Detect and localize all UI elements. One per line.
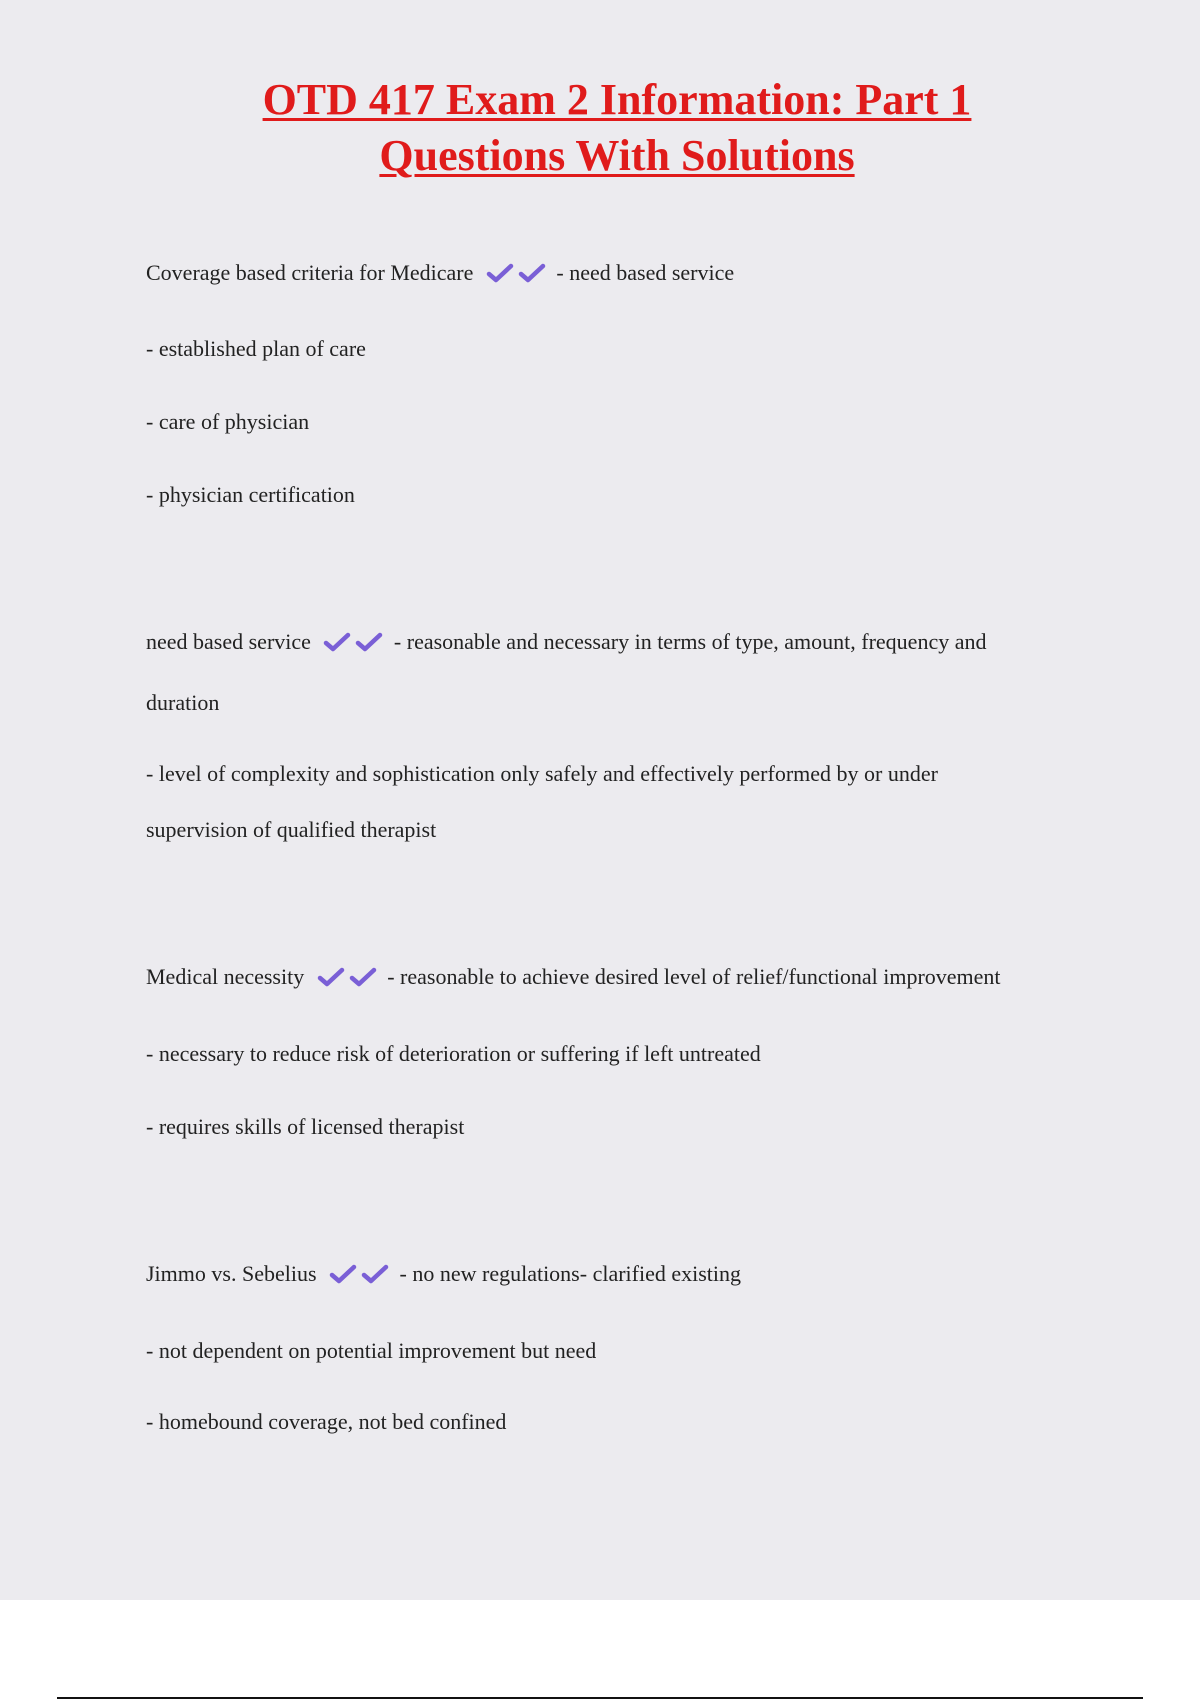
qa-answer: - need based service	[556, 260, 735, 285]
qa-answer-line: duration	[146, 690, 220, 715]
qa-answer-line: - physician certification	[146, 482, 355, 507]
double-check-icon	[328, 1263, 392, 1293]
qa-term: Jimmo vs. Sebelius	[146, 1261, 317, 1286]
double-check-icon	[316, 966, 380, 996]
qa-term-line	[146, 962, 1001, 996]
qa-answer: - reasonable and necessary in terms of type, amount, frequency and	[393, 629, 987, 654]
qa-answer: - no new regulations- clarified existing	[399, 1261, 742, 1286]
page-divider	[57, 1697, 1143, 1699]
qa-answer-line: - not dependent on potential improvement but need	[146, 1338, 597, 1363]
qa-term: Medical necessity	[146, 964, 305, 989]
double-check-icon	[322, 631, 386, 661]
qa-term-line	[146, 258, 734, 292]
qa-answer: - reasonable to achieve desired level of relief/functional improvement	[387, 964, 1001, 989]
qa-answer-line: - established plan of care	[146, 336, 366, 361]
qa-answer-line: - level of complexity and sophistication only safely and effectively performed by or under	[146, 761, 938, 786]
title-line-1: OTD 417 Exam 2 Information: Part 1	[262, 75, 972, 124]
qa-term-line	[146, 1259, 741, 1293]
qa-answer-line: - homebound coverage, not bed confined	[146, 1409, 507, 1434]
double-check-icon	[485, 262, 549, 292]
qa-answer-line: supervision of qualified therapist	[146, 817, 437, 842]
title-line-2: Questions With Solutions	[379, 131, 855, 180]
qa-term-line	[146, 627, 986, 661]
qa-answer-line: - requires skills of licensed therapist	[146, 1114, 465, 1139]
document-title	[0, 72, 1200, 184]
qa-answer-line: - necessary to reduce risk of deterioration or suffering if left untreated	[146, 1041, 761, 1066]
qa-answer-line: - care of physician	[146, 409, 310, 434]
qa-term: need based service	[146, 629, 311, 654]
qa-term: Coverage based criteria for Medicare	[146, 260, 474, 285]
